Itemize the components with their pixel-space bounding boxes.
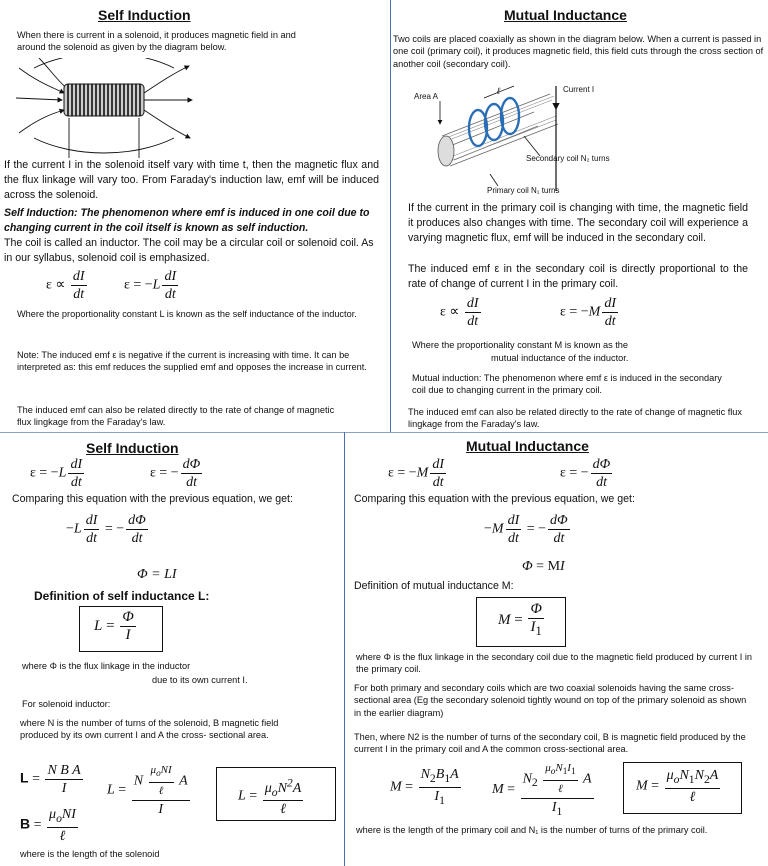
divider-top xyxy=(390,0,391,432)
fig-label-area: Area A xyxy=(414,92,439,101)
formula-l-solenoid: L = $\frac{\mu_oN^2A}{\text{ℓ}}$ xyxy=(238,776,302,818)
formula-phi-mi: Φ = MI xyxy=(522,559,565,574)
mutual-then-text: Then, where N2 is the number of turns of the secondary coil, B is magnetic field produced by the current I in the primary coil and A the common cross-sectional area. xyxy=(354,732,746,755)
mutual-coaxial-text: For both primary and secondary coils which are two coaxial solenoids having the same cross-sectional area (Eg the secondary solenoid tightly wound on top of the primary solenoid as shown in the earlier diagram) xyxy=(354,683,747,718)
formula-emf-self: ε = −L $\frac{dI}{dt}$ xyxy=(124,269,177,302)
fig-label-length: ℓ xyxy=(497,86,500,96)
formula-emf-mutual-2: ε = −M $\frac{dI}{dt}$ xyxy=(388,457,445,490)
self-inductance-constant-note: Where the proportionality constant L is known as the self inductance of the inductor. xyxy=(17,309,357,319)
self-induction-intro: When there is current in a solenoid, it produces magnetic field in and around the solenoid as given by the diagram below. xyxy=(17,30,296,53)
formula-emf-proportional-mutual: ε ∝ $\frac{dI}{dt}$ xyxy=(440,296,479,329)
mutual-where-length: where is the length of the primary coil and N₁ is the number of turns of the primary coil. xyxy=(356,825,708,835)
mutual-inductance-p2: The induced emf ε in the secondary coil is directly proportional to the rate of change of current I in the primary coil. xyxy=(408,263,748,291)
self-induction-note: Note: The induced emf ε is negative if the current is increasing with time. It can be interpreted as: this emf reduces the supplied emf and opposes the increase in current. xyxy=(17,350,367,373)
mutual-inductance-intro: Two coils are placed coaxially as shown in the diagram below. When a current is passed in one coil (primary coil), it produces magnetic field, this field cuts through the cross section of another coil (secondary coil). xyxy=(393,34,764,69)
formula-m-substituted: M = $N_2$ $\frac{\mu_oN_1I_1}{\text{ℓ}}$ A $I_1$ xyxy=(492,762,592,818)
fig-label-secondary: Secondary coil N₂ turns xyxy=(526,154,610,163)
self-induction-definition: Self Induction: The phenomenon where emf is induced in one coil due to changing current in the coil itself is known as self induction. xyxy=(4,207,370,235)
formula-emf-mutual: ε = −M $\frac{dI}{dt}$ xyxy=(560,296,617,329)
self-induction-related: The induced emf can also be related directly to the rate of change of magnetic flux lingkage from the Faraday's law. xyxy=(17,405,335,428)
formula-m-coaxial: M = $\frac{\mu_oN_1N_2A}{\text{ℓ}}$ xyxy=(636,768,719,805)
formula-l-substituted: L = N $\frac{\mu_oNI}{\text{ℓ}}$ A I xyxy=(107,764,188,818)
formula-emf-flux-mutual: ε = − $\frac{d\Phi}{dt}$ xyxy=(560,457,611,490)
self-inductance-def-heading: Definition of self inductance L: xyxy=(34,589,210,603)
mutual-comparing-text: Comparing this equation with the previous equation, we get: xyxy=(354,493,635,505)
mutual-induction-related: The induced emf can also be related directly to the rate of change of magnetic flux lingkage from the Faraday's law. xyxy=(408,407,743,430)
mutual-inductance-def-heading: Definition of mutual inductance M: xyxy=(354,580,514,592)
self-induction-p1: If the current I in the solenoid itself vary with time t, then the magnetic flux and the flux linkage will vary too. From Faraday's induction law, emf will be induced across the solenoid. xyxy=(4,159,379,202)
solenoid-field-diagram xyxy=(14,58,194,158)
self-where-phi-1: where Φ is the flux linkage in the inductor xyxy=(22,661,191,671)
formula-emf-self-2: ε = −L $\frac{dI}{dt}$ xyxy=(30,457,83,490)
formula-emf-proportional-self: ε ∝ $\frac{dI}{dt}$ xyxy=(46,269,85,302)
self-induction-heading-2: Self Induction xyxy=(86,440,179,456)
self-induction-p2: The coil is called an inductor. The coil may be a circular coil or solenoid coil. As in our syllabus, solenoid coil is emphasized. xyxy=(4,237,374,265)
mutual-inductance-p1: If the current in the primary coil is changing with time, the magnetic field it produces also changes with time. The secondary coil will experience a varying magnetic flux, emf will be induced in the secondary coil. xyxy=(408,202,748,245)
mutual-induction-definition: Mutual induction: The phenomenon where emf ε is induced in the secondary coil due to changing current in the primary coil. xyxy=(412,373,722,396)
formula-l-nba-over-i: L = $\frac{\text{N B A}}{I}$ xyxy=(20,763,81,796)
formula-phi-li: Φ = LI xyxy=(137,567,177,582)
self-where-length: where is the length of the solenoid xyxy=(20,849,160,859)
mutual-where-phi: where Φ is the flux linkage in the secondary coil due to the magnetic field produced by current I in the primary coil. xyxy=(356,652,752,675)
mutual-inductance-heading: Mutual Inductance xyxy=(504,7,627,23)
formula-emf-flux-self: ε = − $\frac{d\Phi}{dt}$ xyxy=(150,457,201,490)
mutual-inductance-heading-2: Mutual Inductance xyxy=(466,438,589,454)
formula-equate-mutual: −M $\frac{dI}{dt}$ = − $\frac{d\Phi}{dt}$ xyxy=(484,513,568,546)
formula-equate-self: −L $\frac{dI}{dt}$ = − $\frac{d\Phi}{dt}$ xyxy=(66,513,146,546)
formula-m-phi-over-i1: M = $\frac{\Phi}{I_1}$ xyxy=(498,601,542,638)
fig-label-primary: Primary coil N₁ turns xyxy=(487,186,560,195)
coaxial-coils-diagram xyxy=(410,76,630,196)
self-comparing-text: Comparing this equation with the previous equation, we get: xyxy=(12,493,293,505)
formula-m-n2b1a: M = $\frac{N_2B_1A}{I_1}$ xyxy=(390,767,459,807)
solenoid-inductor-label: For solenoid inductor: xyxy=(22,699,111,709)
formula-b-solenoid: B = $\frac{\mu_oNI}{\text{ℓ}}$ xyxy=(20,807,76,844)
fig-label-current: Current I xyxy=(563,85,595,94)
divider-middle xyxy=(0,432,768,433)
self-where-n: where N is the number of turns of the solenoid, B magnetic field produced by its own current I and A the cross- sectional area. xyxy=(20,718,279,741)
divider-bottom xyxy=(344,432,345,866)
mutual-inductance-constant-note-1: Where the proportionality constant M is known as the xyxy=(412,340,629,350)
mutual-inductance-constant-note-2: mutual inductance of the inductor. xyxy=(491,353,629,363)
formula-l-phi-over-i: L = $\frac{\Phi}{I}$ xyxy=(94,609,134,643)
self-induction-heading: Self Induction xyxy=(98,7,191,23)
self-where-phi-2: due to its own current I. xyxy=(152,675,248,685)
